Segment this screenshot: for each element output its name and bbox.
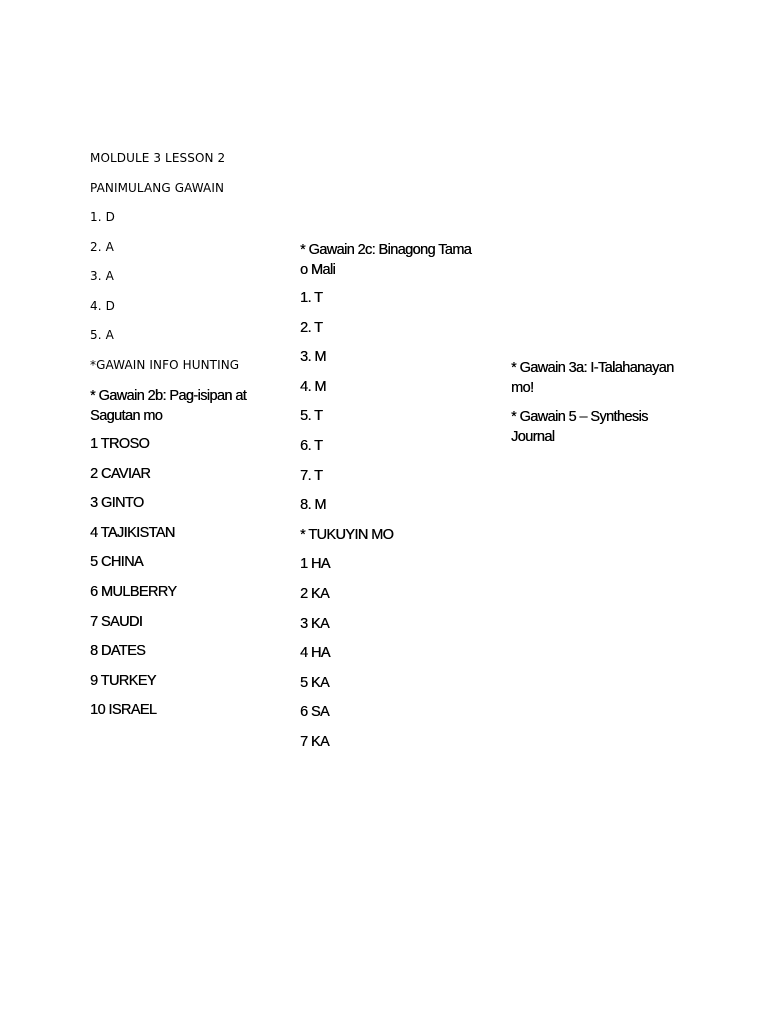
answer-2b-item: 9 TURKEY [90,672,156,689]
right-column [511,358,681,456]
left-column [90,150,280,731]
section-title: PANIMULANG GAWAIN [90,180,225,195]
middle-column [300,240,480,763]
answer-2b-item: 2 CAVIAR [90,465,151,482]
answer-2c-item: 8. M [300,497,326,514]
gawain-3a-heading: * Gawain 3a: I-Talahanayan mo! [511,360,674,396]
answer-2b-item: 6 MULBERRY [90,583,177,600]
answer-item: 5. A [90,328,114,342]
answer-2c-item: 2. T [300,319,323,336]
module-title: MOLDULE 3 LESSON 2 [90,151,226,165]
answer-2c-item: 7. T [300,467,323,484]
answer-2c-item: 1. T [300,290,323,306]
answer-2c-item: 5. T [300,408,323,425]
gawain-5-heading: * Gawain 5 – Synthesis Journal [511,409,648,445]
answer-2c-item: 4. M [300,378,326,395]
answer-2b-item: 7 SAUDI [90,613,143,630]
answer-2b-item: 3 GINTO [90,495,144,512]
answer-item: 1. D [90,210,115,224]
answer-2b-item: 8 DATES [90,643,146,660]
answer-2c-item: 3. M [300,349,326,366]
tukuyin-item: 6 SA [300,704,330,721]
answer-item: 4. D [90,298,115,313]
tukuyin-item: 1 HA [300,556,330,573]
answer-2b-item: 4 TAJIKISTAN [90,524,175,541]
tukuyin-item: 4 HA [300,645,330,662]
tukuyin-item: 5 KA [300,674,330,691]
tukuyin-item: 3 KA [300,615,330,632]
gawain-2b-heading: * Gawain 2b: Pag-isipan at Sagutan mo [90,388,247,424]
answer-2c-item: 6. T [300,437,323,454]
answer-item: 2. A [90,239,114,254]
answer-2b-item: 10 ISRAEL [90,702,157,719]
answer-item: 3. A [90,269,114,283]
answer-2b-item: 5 CHINA [90,554,144,571]
tukuyin-heading: * TUKUYIN MO [300,526,394,543]
info-hunting-heading: *GAWAIN INFO HUNTING [90,357,240,372]
gawain-2c-heading: * Gawain 2c: Binagong Tama o Mali [300,242,472,278]
answer-2b-item: 1 TROSO [90,436,150,452]
tukuyin-item: 7 KA [300,733,330,750]
tukuyin-item: 2 KA [300,585,330,602]
